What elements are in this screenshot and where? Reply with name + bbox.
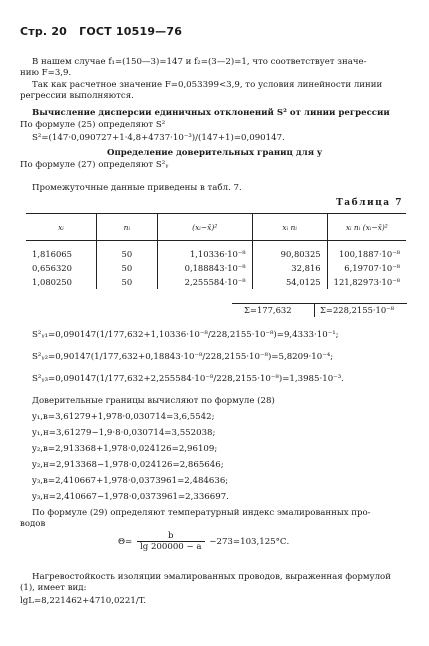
sy-formula-2: S²ᵧ₂=0,90147(1/177,632+0,18843·10⁻⁸/228,2155·10⁻⁸)=5,8209·10⁻⁴; [32,352,334,362]
dispersion-formula: S²=(147·0,090727+1·4,8+4737·10⁻³)/(147+1)=0,090147. [32,133,285,143]
cell: 1,10336·10⁻⁸ [157,241,252,262]
formula-right: −273=103,125°С. [209,537,290,547]
table-row [26,275,406,289]
heat-para-line1: Нагревостойкость изоляции эмалированных проводов, выраженная формулой [32,572,391,582]
cell: 1,080250 [32,277,72,287]
table-7 [26,213,406,289]
page-header [20,25,182,38]
table-label: Таблица 7 [336,198,403,208]
para1-line2: нию F=3,9. [20,68,72,78]
table-sum-row [232,303,407,318]
bound-line: y₃,н=2,410667−1,978·0,0373961=2,336697. [32,492,229,502]
temp-index-formula [118,531,289,552]
cell: 50 [96,275,157,289]
table-row [26,261,406,275]
temp-para-line1: По формуле (29) определяют температурный индекс эмалированных про- [32,508,371,518]
col-xi: xᵢ [26,214,96,241]
cell: 2,255584·10⁻⁸ [157,275,252,289]
cell: 100,1887·10⁻⁸ [327,241,406,262]
sum-left: Σ=177,632 [244,305,292,315]
conf-intro: По формуле (27) определяют S²ᵧ [20,160,169,170]
dispersion-heading: Вычисление дисперсии единичных отклонений S² от линии регрессии [32,108,390,118]
col-dev2: (xᵢ−x̄)² [157,214,252,241]
col-product: xᵢ nᵢ (xᵢ−x̄)² [327,214,406,241]
formula-left: Θ= [118,537,133,547]
table-note: Промежуточные данные приведены в табл. 7. [32,183,242,193]
formula-fraction [137,531,205,552]
cell: 6,19707·10⁻⁸ [327,261,406,275]
heat-para-line2: (1), имеет вид: [20,583,87,593]
page-number: Стр. 20 [20,25,68,38]
para1-line4: регрессии выполняются. [20,91,134,101]
cell: 121,82973·10⁻⁸ [327,275,406,289]
bound-line: y₂,в=2,913368+1,978·0,024126=2,96109; [32,444,218,454]
cell: 0,188843·10⁻⁸ [157,261,252,275]
cell: 0,656320 [32,263,72,273]
col-xini: xᵢ nᵢ [252,214,327,241]
sy-formula-3: S²ᵧ₃=0,090147(1/177,632+2,255584·10⁻⁸/228,2155·10⁻⁸)=1,3985·10⁻³. [32,374,344,384]
cell: 50 [96,241,157,262]
dispersion-intro: По формуле (25) определяют S² [20,120,166,130]
sum-right: Σ=228,2155·10⁻⁸ [320,305,394,315]
sy-formula-1: S²ᵧ₁=0,090147(1/177,632+1,10336·10⁻⁸/228,2155·10⁻⁸)=9,4333·10⁻¹; [32,330,339,340]
cell: 1,816065 [32,249,72,259]
cell: 54,0125 [252,275,327,289]
standard-code: ГОСТ 10519—76 [79,25,183,38]
table-row [26,241,406,262]
bound-line: y₃,в=2,410667+1,978·0,0373961=2,484636; [32,476,229,486]
formula-denominator: lg 200000 − a [139,542,202,552]
bound-line: y₁,в=3,61279+1,978·0,030714=3,6,5542; [32,412,215,422]
heat-formula: lgL=8,221462+4710,0221/T. [20,596,146,606]
formula-numerator: b [137,531,205,542]
cell: 90,80325 [252,241,327,262]
bounds-intro: Доверительные границы вычисляют по формуле (28) [32,396,275,406]
para1-line1: В нашем случае f₁=(150—3)=147 и f₂=(3—2)=1, что соответствует значе- [32,57,367,67]
conf-heading: Определение доверительных границ для y [106,148,323,158]
temp-para-line2: водов [20,519,46,529]
para1-line3: Так как расчетное значение F=0,053399<3,9, то условия линейности линии [32,80,383,90]
cell: 32,816 [252,261,327,275]
cell: 50 [96,261,157,275]
col-ni: nᵢ [96,214,157,241]
bound-line: y₁,н=3,61279−1,9·8·0,030714=3,552038; [32,428,216,438]
table-header-row [26,214,406,241]
bound-line: y₂,н=2,913368−1,978·0,024126=2,865646; [32,460,224,470]
